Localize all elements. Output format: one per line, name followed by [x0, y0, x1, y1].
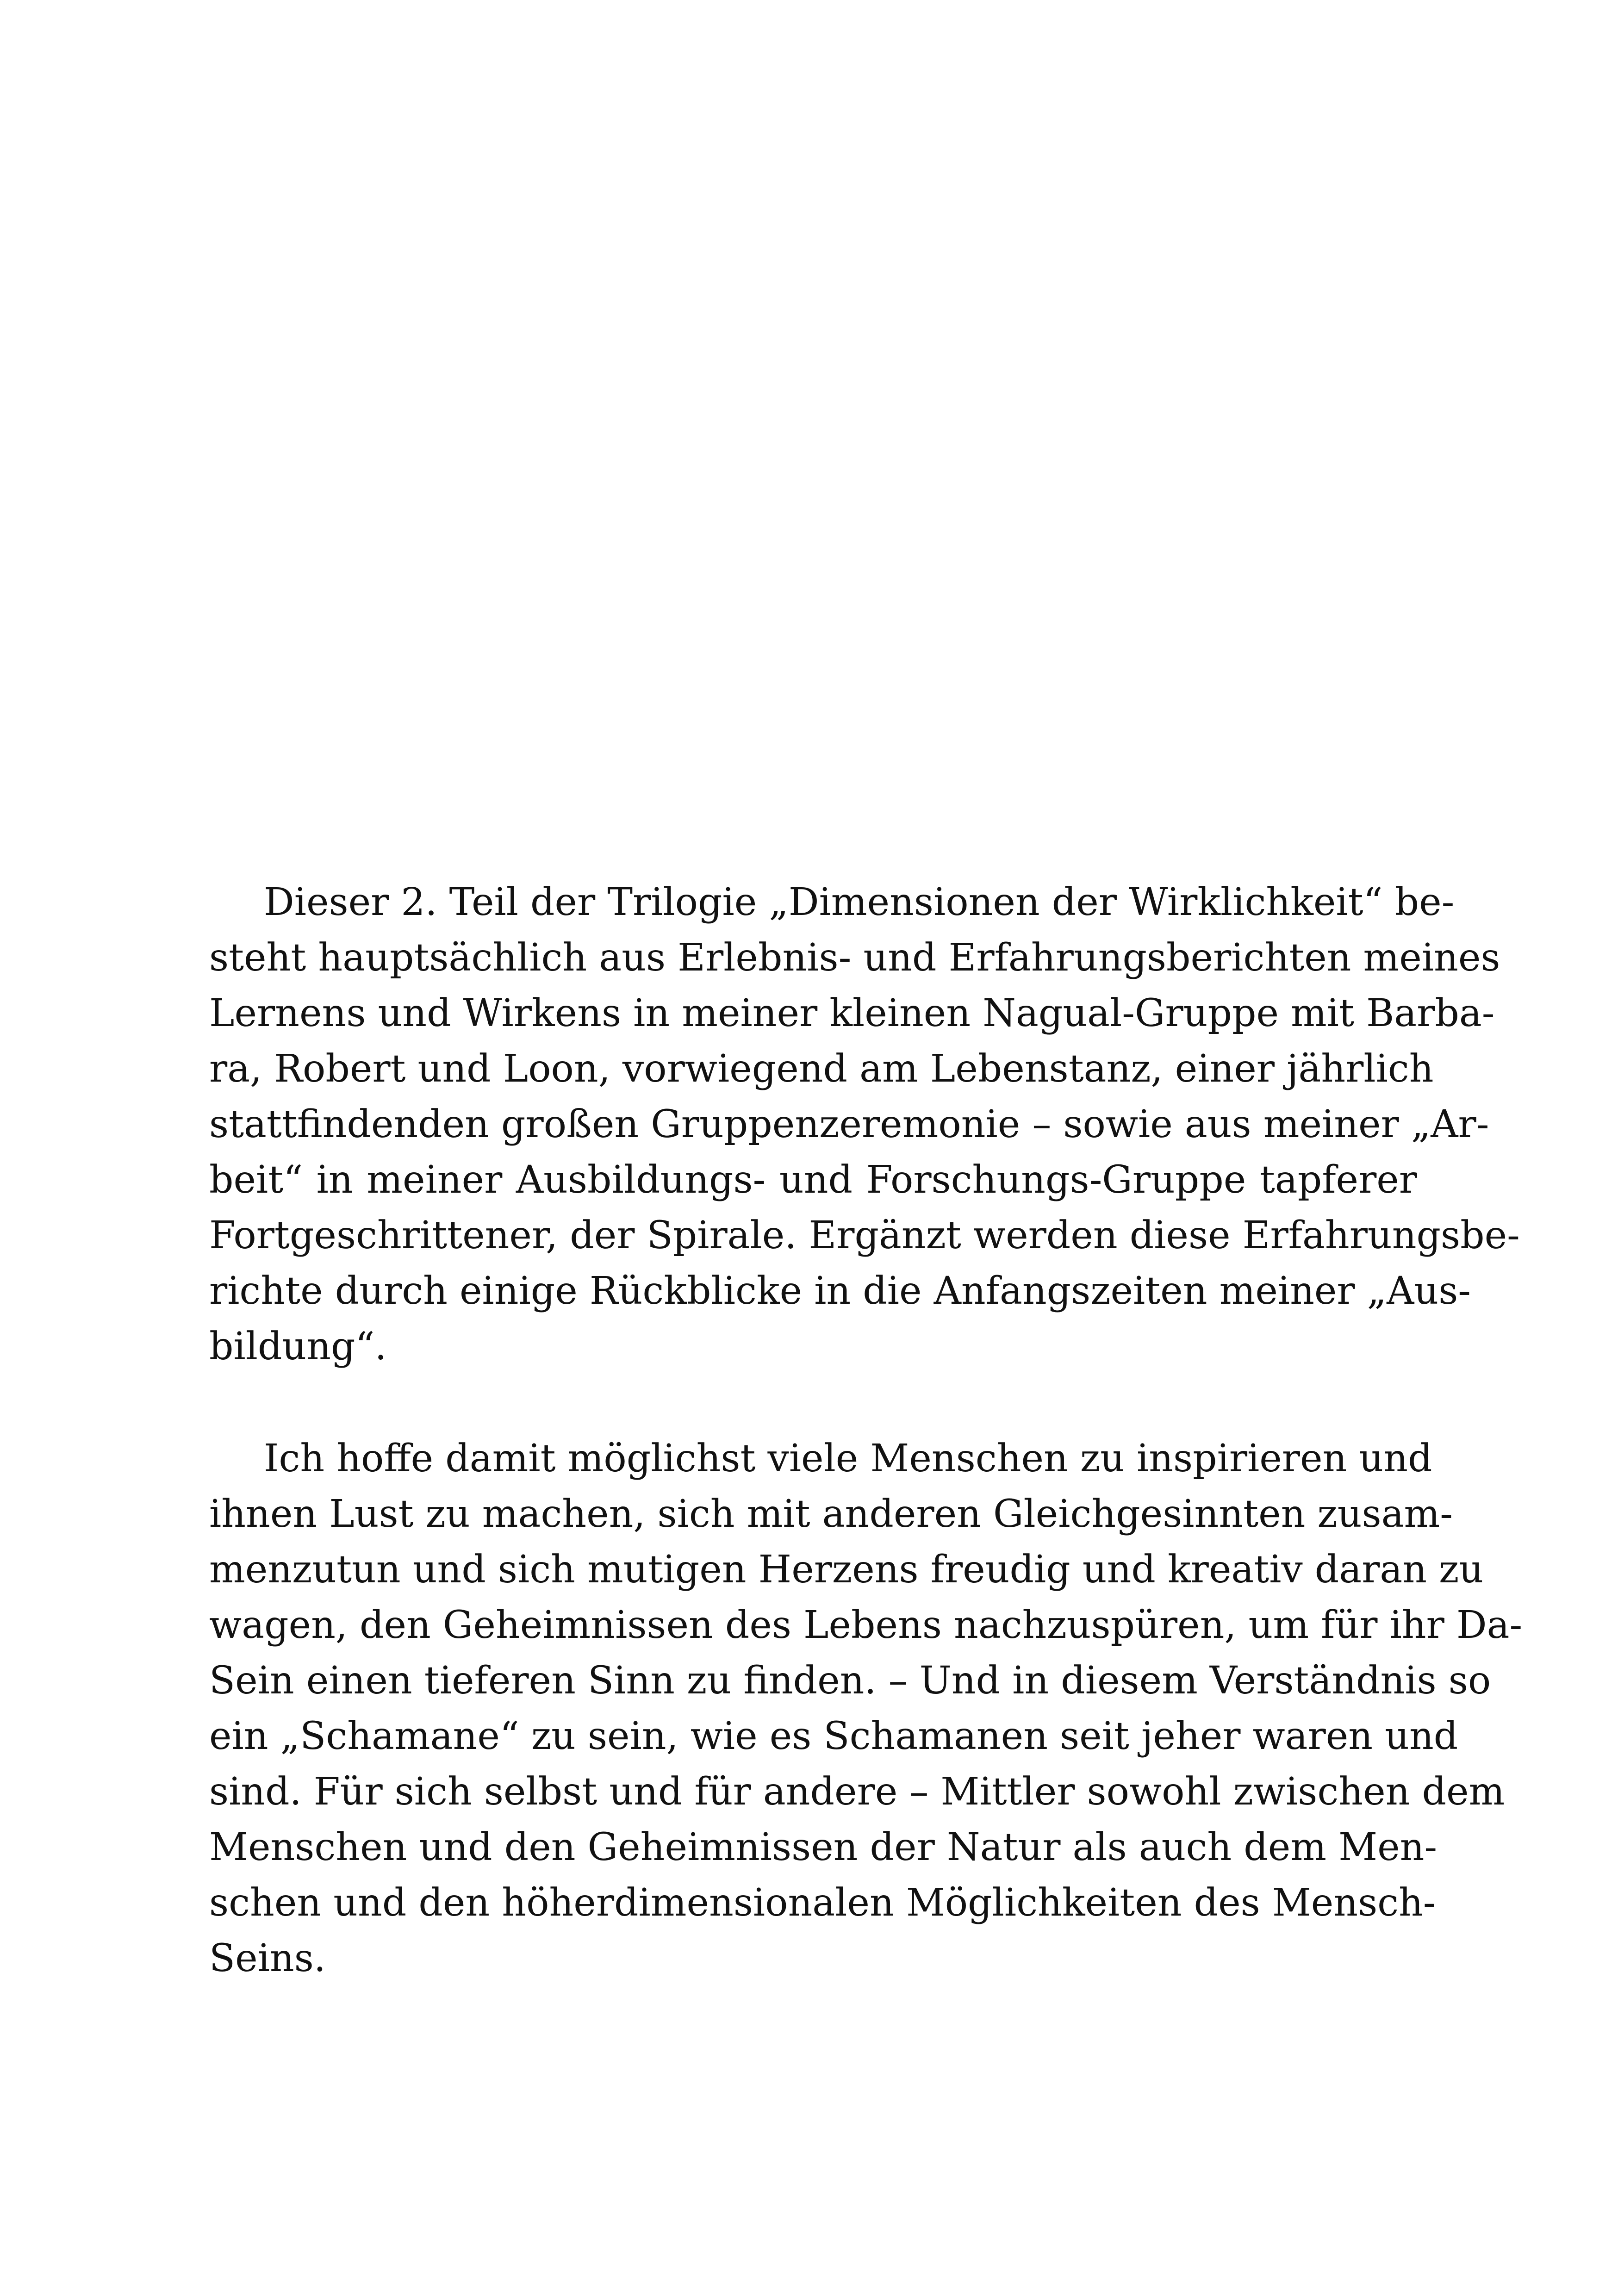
text-line: schen und den höherdimensionalen Möglichkeiten des Mensch- — [209, 1881, 1436, 1925]
text-line: steht hauptsächlich aus Erlebnis- und Erfahrungsberichten meines — [209, 936, 1500, 980]
text-line: Menschen und den Geheimnissen der Natur als auch dem Men- — [209, 1825, 1438, 1869]
text-line: ra, Robert und Loon, vorwiegend am Lebenstanz, einer jährlich — [209, 1047, 1434, 1091]
text-line: wagen, den Geheimnissen des Lebens nachzuspüren, um für ihr Da- — [209, 1603, 1523, 1647]
text-line: ein „Schamane“ zu sein, wie es Schamanen seit jeher waren und — [209, 1714, 1458, 1758]
paragraph-2 — [209, 1431, 1523, 1986]
text-line: Fortgeschrittener, der Spirale. Ergänzt werden diese Erfahrungsbe- — [209, 1213, 1520, 1257]
text-line: Sein einen tieferen Sinn zu finden. – Und in diesem Verständnis so — [209, 1659, 1491, 1703]
paragraph-gap — [209, 1375, 1417, 1431]
text-line: Dieser 2. Teil der Trilogie „Dimensionen der Wirklichkeit“ be- — [264, 880, 1455, 924]
body-text — [209, 875, 1523, 1986]
text-line: stattfindenden großen Gruppenzeremonie – sowie aus meiner „Ar- — [209, 1102, 1489, 1146]
text-line: sind. Für sich selbst und für andere – Mittler sowohl zwischen dem — [209, 1770, 1505, 1814]
text-line: menzutun und sich mutigen Herzens freudig und kreativ daran zu — [209, 1548, 1484, 1592]
text-line: bildung“. — [209, 1325, 387, 1369]
text-line: richte durch einige Rückblicke in die Anfangszeiten meiner „Aus- — [209, 1269, 1471, 1313]
paragraph-1 — [209, 875, 1520, 1375]
text-line: Ich hoffe damit möglichst viele Menschen zu inspirieren und — [264, 1437, 1432, 1481]
text-line: beit“ in meiner Ausbildungs- und Forschungs-Gruppe tapferer — [209, 1158, 1417, 1202]
text-line: ihnen Lust zu machen, sich mit anderen Gleichgesinnten zusam- — [209, 1492, 1453, 1536]
text-line: Lernens und Wirkens in meiner kleinen Nagual-Gruppe mit Barba- — [209, 991, 1495, 1035]
text-line: Seins. — [209, 1936, 326, 1980]
